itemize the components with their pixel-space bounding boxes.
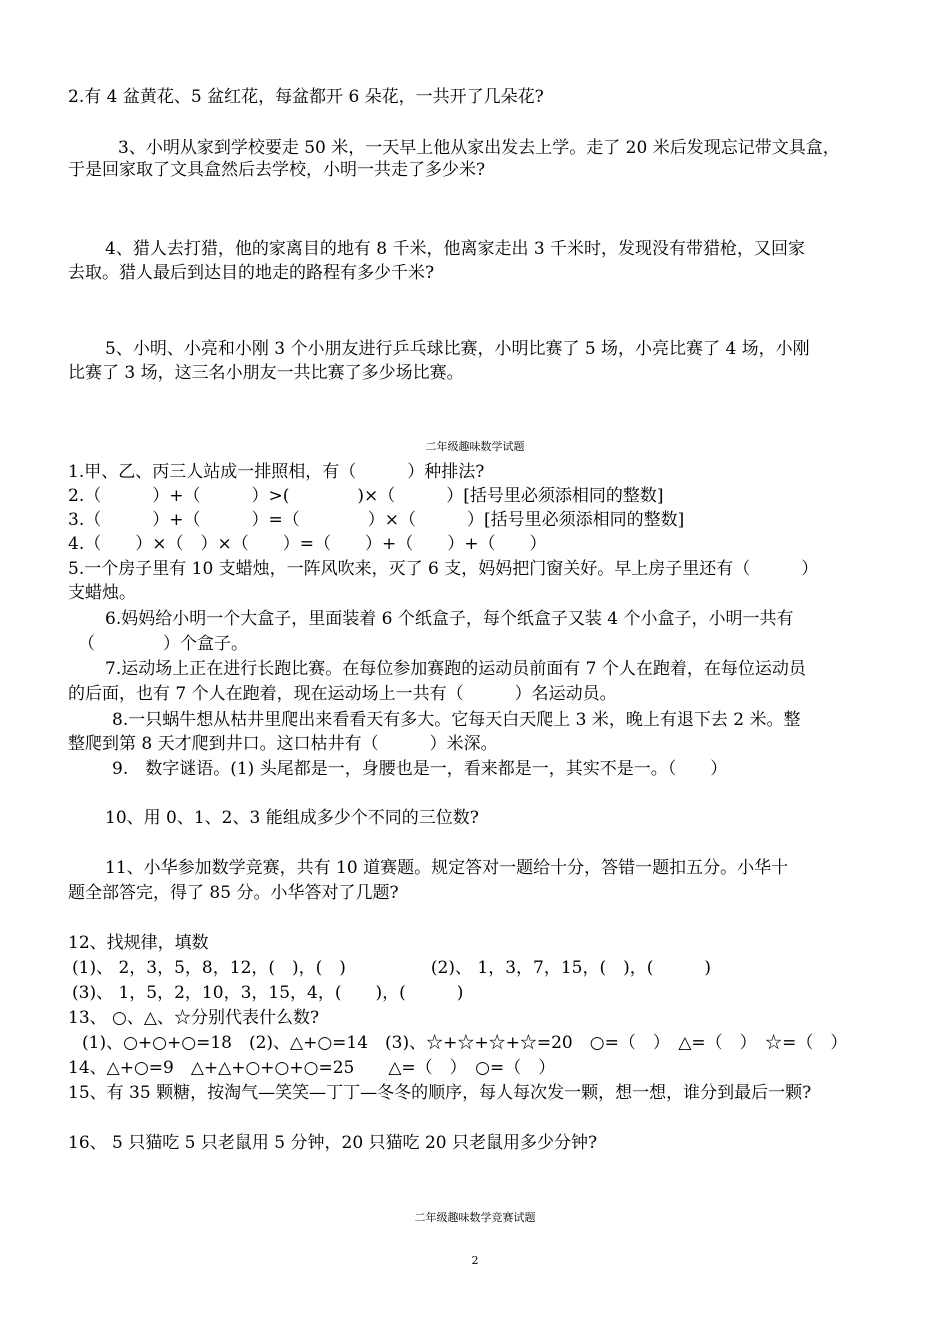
problem-5-line-1: 5、小明、小亮和小刚 3 个小朋友进行乒乓球比赛，小明比赛了 5 场，小亮比赛了 4 场，小刚 [105,339,810,359]
quiz-item-4: 4.（ ）×（ ）×（ ）=（ ）+（ ）+（ ） [68,534,547,554]
quiz-item-13-parts: (1)、○+○+○=18 (2)、△+○=14 (3)、☆+☆+☆+☆=20 ○=（ ） △=（ ） ☆=（ ） [82,1033,848,1053]
problem-4-line-2: 去取。猎人最后到达目的地走的路程有多少千米? [68,263,435,283]
quiz-item-12: 12、找规律，填数 [68,933,209,953]
quiz-item-5-line-1: 5.一个房子里有 10 支蜡烛，一阵风吹来，灭了 6 支，妈妈把门窗关好。早上房子里还有（ ） [68,559,819,579]
problem-5-line-2: 比赛了 3 场，这三名小朋友一共比赛了多少场比赛。 [68,363,464,383]
page-number: 2 [471,1254,479,1267]
quiz-item-7-line-1: 7.运动场上正在进行长跑比赛。在每位参加赛跑的运动员前面有 7 个人在跑着，在每位运动员 [105,659,806,679]
quiz-item-13: 13、 ○、△、☆分别代表什么数? [68,1008,320,1028]
problem-3-line-2: 于是回家取了文具盒然后去学校，小明一共走了多少米? [68,160,486,180]
quiz-item-3: 3.（ ）+（ ）=（ ）×（ ）[括号里必须添相同的整数] [68,510,685,530]
quiz-item-8-line-1: 8.一只蜗牛想从枯井里爬出来看看天有多大。它每天白天爬上 3 米，晚上有退下去 2 米。整 [112,710,801,730]
quiz-item-11-line-2: 题全部答完，得了 85 分。小华答对了几题? [68,883,399,903]
quiz-item-12-part-3: (3)、 1，5，2，10，3，15，4，( )，( ) [72,983,464,1003]
quiz-item-2: 2.（ ）+（ ）>( )×（ ）[括号里必须添相同的整数] [68,486,664,506]
quiz-item-6-line-1: 6.妈妈给小明一个大盒子，里面装着 6 个纸盒子，每个纸盒子又装 4 个小盒子，小明一共有 [105,609,794,629]
quiz-item-12-part-1-2: (1)、 2，3，5，8，12，( )，( ) (2)、 1，3，7，15，( )，( ) [72,958,712,978]
section-title-1: 二年级趣味数学试题 [425,440,525,453]
quiz-item-6-line-2: （ ）个盒子。 [78,634,248,654]
quiz-item-1: 1.甲、乙、丙三人站成一排照相，有（ ）种排法? [68,462,485,482]
problem-3-line-1: 3、小明从家到学校要走 50 米，一天早上他从家出发去上学。走了 20 米后发现忘记带文具盒， [118,138,840,158]
quiz-item-7-line-2: 的后面，也有 7 个人在跑着，现在运动场上一共有（ ）名运动员。 [68,684,617,704]
quiz-item-8-line-2: 整爬到第 8 天才爬到井口。这口枯井有（ ）米深。 [68,734,498,754]
quiz-item-10: 10、用 0、1、2、3 能组成多少个不同的三位数? [105,808,479,828]
section-title-2: 二年级趣味数学竞赛试题 [414,1211,536,1224]
quiz-item-5-line-2: 支蜡烛。 [68,583,136,603]
quiz-item-15: 15、有 35 颗糖，按淘气—笑笑—丁丁—冬冬的顺序，每人每次发一颗，想一想，谁分到最后一颗? [68,1083,812,1103]
problem-4-line-1: 4、猎人去打猎，他的家离目的地有 8 千米，他离家走出 3 千米时，发现没有带猎枪，又回家 [105,239,806,259]
quiz-item-9: 9. 数字谜语。(1) 头尾都是一，身腰也是一，看来都是一，其实不是一。（ ） [112,759,728,779]
quiz-item-11-line-1: 11、小华参加数学竞赛，共有 10 道赛题。规定答对一题给十分，答错一题扣五分。小华十 [105,858,789,878]
problem-2-line: 2.有 4 盆黄花、5 盆红花，每盆都开 6 朵花，一共开了几朵花? [68,87,544,107]
quiz-item-16: 16、 5 只猫吃 5 只老鼠用 5 分钟，20 只猫吃 20 只老鼠用多少分钟? [68,1133,598,1153]
quiz-item-14: 14、△+○=9 △+△+○+○+○=25 △=（ ） ○=（ ） [68,1058,556,1078]
